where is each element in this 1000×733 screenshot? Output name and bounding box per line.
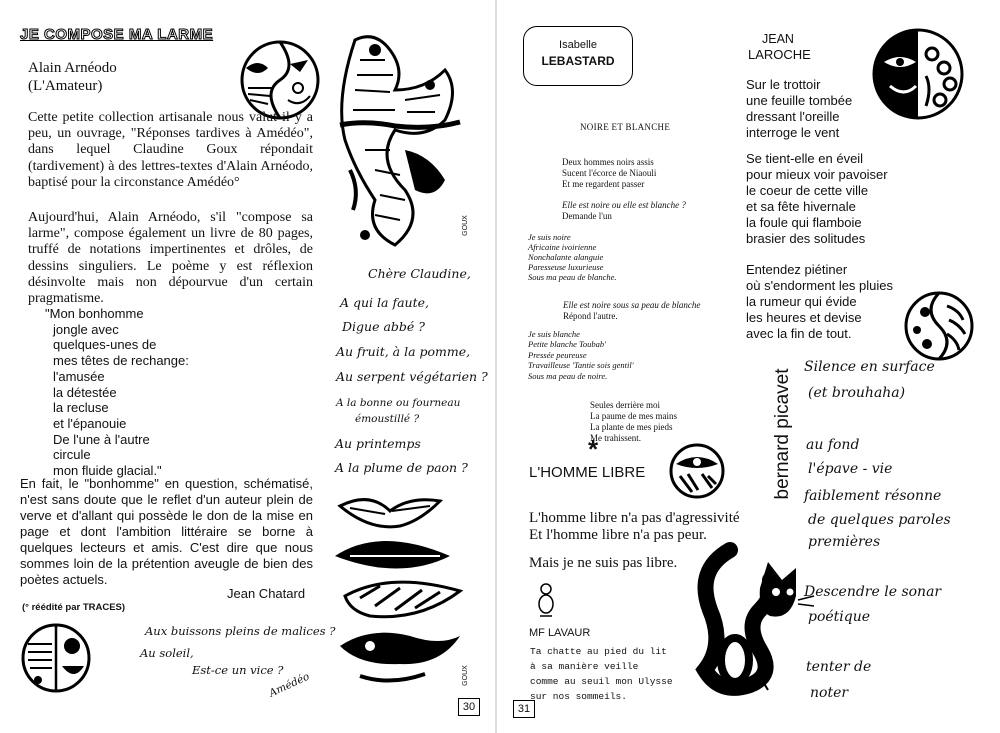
picavet-line: de quelques paroles	[808, 512, 951, 528]
picavet-line: tenter de	[806, 659, 872, 675]
right-page-number: 31	[513, 700, 535, 718]
laroche-line: et sa fête hivernale	[746, 199, 856, 214]
laroche-last-name: LAROCHE	[748, 47, 811, 62]
laroche-line: les heures et devise	[746, 310, 862, 325]
lebastard-stanza-5	[528, 329, 634, 381]
lebastard-stanza-3	[528, 232, 617, 282]
laroche-stanza-2	[746, 151, 888, 247]
left-page-heading: JE COMPOSE MA LARME	[20, 26, 214, 43]
stanza-line: Nonchalante alanguie	[528, 252, 604, 262]
homme-libre-title: L'HOMME LIBRE	[529, 464, 646, 481]
poem-line: De l'une à l'autre	[53, 431, 150, 447]
laroche-line: où s'endorment les pluies	[746, 278, 894, 293]
author-box	[523, 26, 633, 86]
stanza-line: Répond l'autre.	[563, 311, 618, 321]
picavet-line: (et brouhaha)	[808, 385, 906, 401]
laroche-line: pour mieux voir pavoiser	[746, 167, 888, 182]
laroche-line: la foule qui flamboie	[746, 215, 862, 230]
poem-line: mon fluide glacial."	[53, 463, 162, 479]
stanza-line: Travailleuse 'Tantie sois gentil'	[528, 360, 634, 371]
tribal-figures-illustration	[335, 30, 465, 252]
left-page-number: 30	[458, 698, 480, 716]
stanza-line: Je suis blanche	[528, 329, 580, 339]
laroche-line: avec la fin de tout.	[746, 326, 852, 341]
lavaur-line: Ta chatte au pied du lit	[530, 646, 667, 657]
letter-line: Au fruit, à la pomme,	[336, 344, 471, 359]
goux-signature-bottom: GOUX	[461, 665, 469, 686]
stanza-line: Sucent l'écorce de Niaouli	[562, 168, 657, 178]
author-role: (L'Amateur)	[28, 78, 103, 94]
review-signature: Jean Chatard	[227, 586, 306, 601]
handwritten-note-line: Aux buissons pleins de malices ?	[145, 624, 336, 638]
lavaur-poem	[530, 644, 673, 704]
closing-paragraph: En fait, le "bonhomme" en question, schématisé, n'est sans doute que le reflet d'un auteur plein de verve et d'allant qui possède le don de la mise en page et dont l'ambition littéraire se borne à quelques lecteurs et amis. C'est dire que nous sommes loin de la prétention aveugle de bien des poètes actuels.	[20, 476, 313, 587]
stanza-line: Seules derrière moi	[590, 400, 660, 410]
main-paragraph: Aujourd'hui, Alain Arnéodo, s'il "compose sa larme", compose également un livre de 80 pages, truffé de notations impertinentes et drôles, de dessins singuliers. Le poème y est réflexion désinvolte mais non dépourvue d'un certain pragmatisme.	[28, 210, 313, 307]
author-name: Alain Arnéodo	[28, 60, 117, 76]
pattern-circle-illustration	[903, 290, 975, 362]
verse-line: Et l'homme libre n'a pas peur.	[529, 527, 707, 543]
lavaur-line: sur nos sommeils.	[530, 691, 627, 702]
lebastard-stanza-1	[562, 157, 656, 190]
lebastard-stanza-4	[563, 300, 700, 322]
laroche-line: la rumeur qui évide	[746, 294, 857, 309]
stanza-line: Petite blanche Toubab'	[528, 339, 606, 350]
poem-line: jongle avec	[53, 321, 119, 337]
stanza-line: Demande l'un	[562, 211, 612, 221]
picavet-line: au fond	[806, 437, 860, 453]
stanza-line: La paume de mes mains	[590, 411, 677, 421]
lavaur-line: comme au seuil mon Ulysse	[530, 676, 673, 687]
poem-line: quelques-unes de	[53, 337, 157, 353]
poem-title: NOIRE ET BLANCHE	[580, 122, 671, 132]
handwritten-signature: Amédéo	[267, 670, 312, 700]
letter-line: A la plume de paon ?	[335, 460, 468, 475]
handwritten-note-line: Est-ce un vice ?	[192, 663, 284, 677]
laroche-stanza-3	[746, 262, 893, 342]
laroche-line: interroge le vent	[746, 125, 840, 140]
laroche-face-illustration	[870, 26, 966, 122]
laroche-line: brasier des solitudes	[746, 231, 866, 246]
quoted-poem	[45, 306, 189, 479]
picavet-line: l'épave - vie	[808, 461, 893, 477]
picavet-line: Silence en surface	[804, 359, 935, 375]
stanza-line: Deux hommes noirs assis	[562, 157, 654, 167]
footnote: (° réédité par TRACES)	[22, 602, 126, 613]
poem-line: la détestée	[53, 384, 117, 400]
stanza-line: Elle est noire sous sa peau de blanche	[563, 300, 701, 310]
stanza-line: Sous ma peau de noire.	[528, 370, 608, 381]
poem-line: l'amusée	[53, 368, 105, 384]
stanza-line: Pressée peureuse	[528, 349, 587, 360]
laroche-line: le coeur de cette ville	[746, 183, 869, 198]
picavet-name: bernard picavet	[772, 368, 793, 500]
section-asterisk: *	[588, 434, 599, 464]
homme-libre-last-line: Mais je ne suis pas libre.	[529, 555, 678, 571]
poem-line: "Mon bonhomme	[45, 306, 144, 321]
birds-fish-illustration	[330, 486, 470, 692]
letter-line: Chère Claudine,	[368, 266, 471, 281]
bottom-face-illustration	[20, 622, 92, 694]
hands-eye-illustration	[668, 442, 726, 500]
stanza-line: Et me regardent passer	[562, 179, 645, 189]
stanza-line: Paresseuse luxurieuse	[528, 262, 604, 272]
handwritten-note-line: Au soleil,	[140, 646, 194, 660]
letter-line: Au printemps	[335, 436, 421, 451]
picavet-line: poétique	[808, 609, 871, 625]
picavet-line: premières	[808, 534, 881, 550]
lavaur-author: MF LAVAUR	[529, 627, 591, 639]
page-gutter	[495, 0, 497, 733]
laroche-stanza-1	[746, 77, 852, 141]
stanza-line: Elle est noire ou elle est blanche ?	[562, 200, 686, 210]
picavet-line: noter	[810, 685, 849, 701]
stanza-line: Africaine ivoirienne	[528, 242, 597, 252]
verse-line: L'homme libre n'a pas d'agressivité	[529, 510, 740, 526]
poem-line: circule	[53, 447, 91, 463]
poem-line: la recluse	[53, 400, 109, 416]
laroche-line: une feuille tombée	[746, 93, 853, 108]
small-figure-illustration	[536, 582, 556, 618]
laroche-first-name: JEAN	[762, 32, 794, 46]
author-box-last: LEBASTARD	[541, 54, 615, 68]
stanza-line: Je suis noire	[528, 232, 571, 242]
black-cat-illustration	[690, 540, 820, 700]
stanza-line: La plante de mes pieds	[590, 422, 673, 432]
laroche-line: Se tient-elle en éveil	[746, 151, 864, 166]
picavet-line: Descendre le sonar	[804, 584, 942, 600]
poem-line: et l'épanouie	[53, 415, 127, 431]
letter-line: Digue abbé ?	[342, 319, 425, 334]
laroche-line: Sur le trottoir	[746, 77, 821, 92]
intro-paragraph: Cette petite collection artisanale nous valut il y a peu, un ouvrage, "Réponses tardives à Amédéo", dans lequel Claudine Goux répondait (tardivement) à des lettres-textes d'Alain Arnéodo, baptisé pour la circonstance Amédéo°	[28, 110, 313, 190]
lebastard-stanza-2	[562, 200, 686, 222]
stanza-line: Me trahissent.	[590, 433, 641, 443]
lebastard-stanza-6	[590, 400, 677, 444]
poem-line: mes têtes de rechange:	[53, 353, 189, 369]
author-box-first: Isabelle	[559, 39, 597, 51]
stanza-line: Sous ma peau de blanche.	[528, 272, 617, 282]
homme-libre-verse	[529, 510, 740, 544]
goux-signature-top: GOUX	[461, 215, 469, 236]
letter-line: émoustillé ?	[355, 413, 420, 425]
letter-line: Au serpent végétarien ?	[336, 369, 488, 384]
laroche-line: Entendez piétiner	[746, 262, 848, 277]
laroche-line: dressant l'oreille	[746, 109, 840, 124]
lavaur-line: à sa manière veille	[530, 661, 639, 672]
letter-line: A la bonne ou fourneau	[336, 397, 461, 409]
picavet-line: faiblement résonne	[804, 488, 942, 504]
letter-line: A qui la faute,	[340, 295, 429, 310]
